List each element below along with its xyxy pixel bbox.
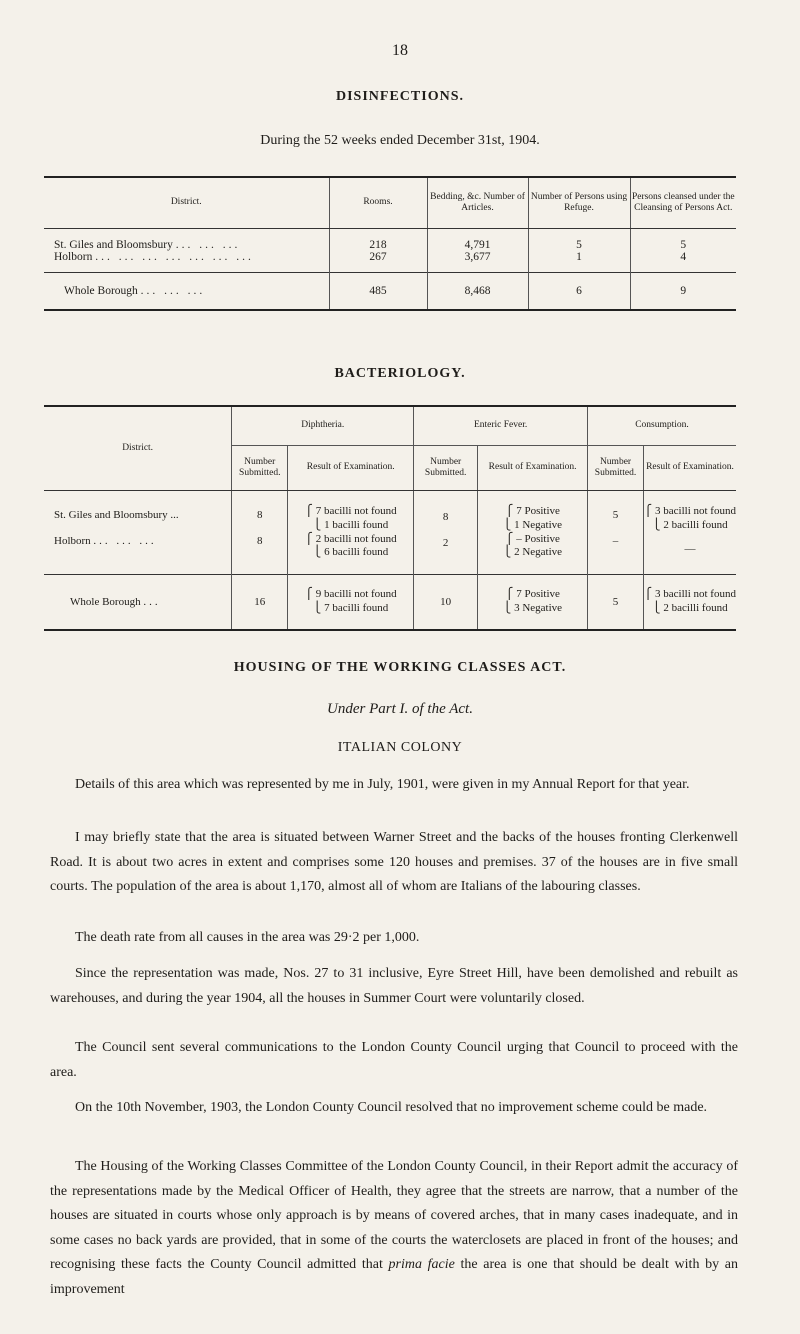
leader-dots: ... ... ... ... ... ... ... (95, 251, 254, 263)
rooms-value: 267 (329, 251, 427, 273)
diph-total: 16 (232, 575, 288, 631)
bedding-total: 8,468 (427, 273, 528, 311)
leader-dots: ... ... ... (175, 239, 241, 251)
consumption-total-result: ⎧ 3 bacilli not found (644, 588, 736, 601)
enteric-result: ⎩ 2 Negative (503, 546, 563, 559)
enteric-total-result: ⎧ 7 Positive (505, 588, 560, 601)
disinfections-heading: DISINFECTIONS. (336, 89, 464, 104)
group-consumption: Consumption. (588, 406, 736, 446)
col-header-district: District. (44, 177, 329, 229)
consumption-result: ⎧ 3 bacilli not found (644, 505, 736, 517)
enteric-total: 10 (414, 575, 478, 631)
leader-dots: ... ... ... (93, 535, 157, 547)
group-enteric-fever: Enteric Fever. (414, 406, 588, 446)
housing-heading: HOUSING OF THE WORKING CLASSES ACT. (233, 660, 567, 675)
paragraph: The death rate from all causes in the area was 29·2 per 1,000. (75, 930, 420, 945)
bedding-value: 3,677 (427, 251, 528, 273)
district-name: St. Giles and Bloomsbury (54, 239, 173, 251)
table-row (44, 251, 736, 273)
bacteriology-group-row (44, 406, 736, 446)
consumption-number: – (612, 535, 619, 547)
col-header-number: Number Submitted. (232, 446, 288, 491)
col-header-result: Result of Examination. (478, 446, 588, 491)
consumption-total: 5 (588, 575, 644, 631)
bedding-value: 4,791 (427, 229, 528, 252)
colony-heading: ITALIAN COLONY (337, 740, 463, 755)
paragraph: I may briefly state that the area is situated between Warner Street and the backs of the houses fronting Clerkenwell Road. It is about two acres in extent and comprises some 120 houses and premises. 37 of the houses are in five small courts. The population of the area is about 1,170, almost all of whom are Italians of the labouring classes. (50, 830, 738, 894)
consumption-number: 5 (612, 509, 619, 521)
consumption-result: — (684, 542, 696, 555)
paragraph: On the 10th November, 1903, the London County Council resolved that no improvement scheme could be made. (75, 1100, 708, 1115)
col-header-district: District. (44, 406, 232, 491)
paragraph: Since the representation was made, Nos. 27 to 31 inclusive, Eyre Street Hill, have been demolished and rebuilt as warehouses, and during the year 1904, all the houses in Summer Court were voluntarily closed. (50, 966, 738, 1006)
disinfections-header-row (44, 177, 736, 229)
bacteriology-table (44, 405, 736, 631)
col-header-result: Result of Examination. (644, 446, 737, 491)
diph-result: ⎧ 2 bacilli not found (304, 532, 397, 545)
paragraph: The Council sent several communications to the London County Council urging that Council to proceed with the area. (50, 1040, 738, 1080)
diph-number: 8 (257, 509, 263, 521)
enteric-number: 8 (442, 511, 449, 523)
page-number: 18 (392, 42, 408, 59)
cleansed-value: 5 (630, 229, 736, 252)
diph-total-result: ⎧ 9 bacilli not found (304, 588, 397, 601)
col-header-number: Number Submitted. (414, 446, 478, 491)
refuge-total: 6 (528, 273, 630, 311)
paragraph: Details of this area which was represented by me in July, 1901, were given in my Annual Report for that year. (75, 777, 690, 792)
cleansed-value: 4 (630, 251, 736, 273)
diph-result: ⎩ 1 bacilli found (313, 518, 389, 531)
district-name: St. Giles and Bloomsbury ... (54, 509, 179, 521)
consumption-result: ⎩ 2 bacilli found (652, 518, 728, 531)
enteric-total-result: ⎩ 3 Negative (503, 602, 563, 614)
disinfections-table (44, 176, 736, 311)
table-row (44, 491, 736, 575)
diph-number: 8 (257, 535, 263, 547)
housing-subheading: Under Part I. of the Act. (327, 701, 473, 717)
enteric-result: ⎧ – Positive (505, 532, 560, 545)
leader-dots: ... ... ... (140, 285, 206, 297)
group-diphtheria: Diphtheria. (232, 406, 414, 446)
diph-result: ⎧ 7 bacilli not found (304, 505, 397, 517)
refuge-value: 1 (528, 251, 630, 273)
diph-result: ⎩ 6 bacilli found (313, 546, 389, 559)
col-header-rooms: Rooms. (329, 177, 427, 229)
paragraph: The Housing of the Working Classes Committee of the London County Council, in their Report admit the accuracy of the representations made by the Medical Officer of Health, they agree that the streets are narrow, that a number of the houses are situated in courts whose only approach is by means of covered arches, that in many cases inadequate, and in some cases no back yards are provided, that in some of the courts the waterclosets are placed in front of the houses; and recognising these facts the County Council admitted that prima facie the area is one that should be dealt with by an improvement (50, 1159, 738, 1297)
total-label: Whole Borough (64, 285, 138, 297)
rooms-total: 485 (329, 273, 427, 311)
total-row (44, 273, 736, 311)
diph-total-result: ⎩ 7 bacilli found (313, 602, 389, 614)
col-header-bedding: Bedding, &c. Number of Articles. (427, 177, 528, 229)
district-name: Holborn (54, 535, 91, 547)
total-label: Whole Borough (70, 596, 141, 608)
district-name: Holborn (54, 251, 93, 263)
bacteriology-heading: BACTERIOLOGY. (334, 366, 466, 381)
cleansed-total: 9 (630, 273, 736, 311)
refuge-value: 5 (528, 229, 630, 252)
leader-dots: ... (143, 596, 161, 608)
enteric-result: ⎩ 1 Negative (503, 518, 563, 531)
col-header-cleansed: Persons cleansed under the Cleansing of Persons Act. (630, 177, 736, 229)
enteric-result: ⎧ 7 Positive (505, 505, 560, 517)
col-header-number: Number Submitted. (588, 446, 644, 491)
table-row (44, 229, 736, 252)
total-row (44, 575, 736, 631)
disinfections-intro: During the 52 weeks ended December 31st, 1904. (260, 133, 540, 148)
col-header-refuge: Number of Persons using Refuge. (528, 177, 630, 229)
rooms-value: 218 (329, 229, 427, 252)
consumption-total-result: ⎩ 2 bacilli found (652, 602, 728, 614)
enteric-number: 2 (442, 537, 449, 549)
col-header-result: Result of Examination. (288, 446, 414, 491)
